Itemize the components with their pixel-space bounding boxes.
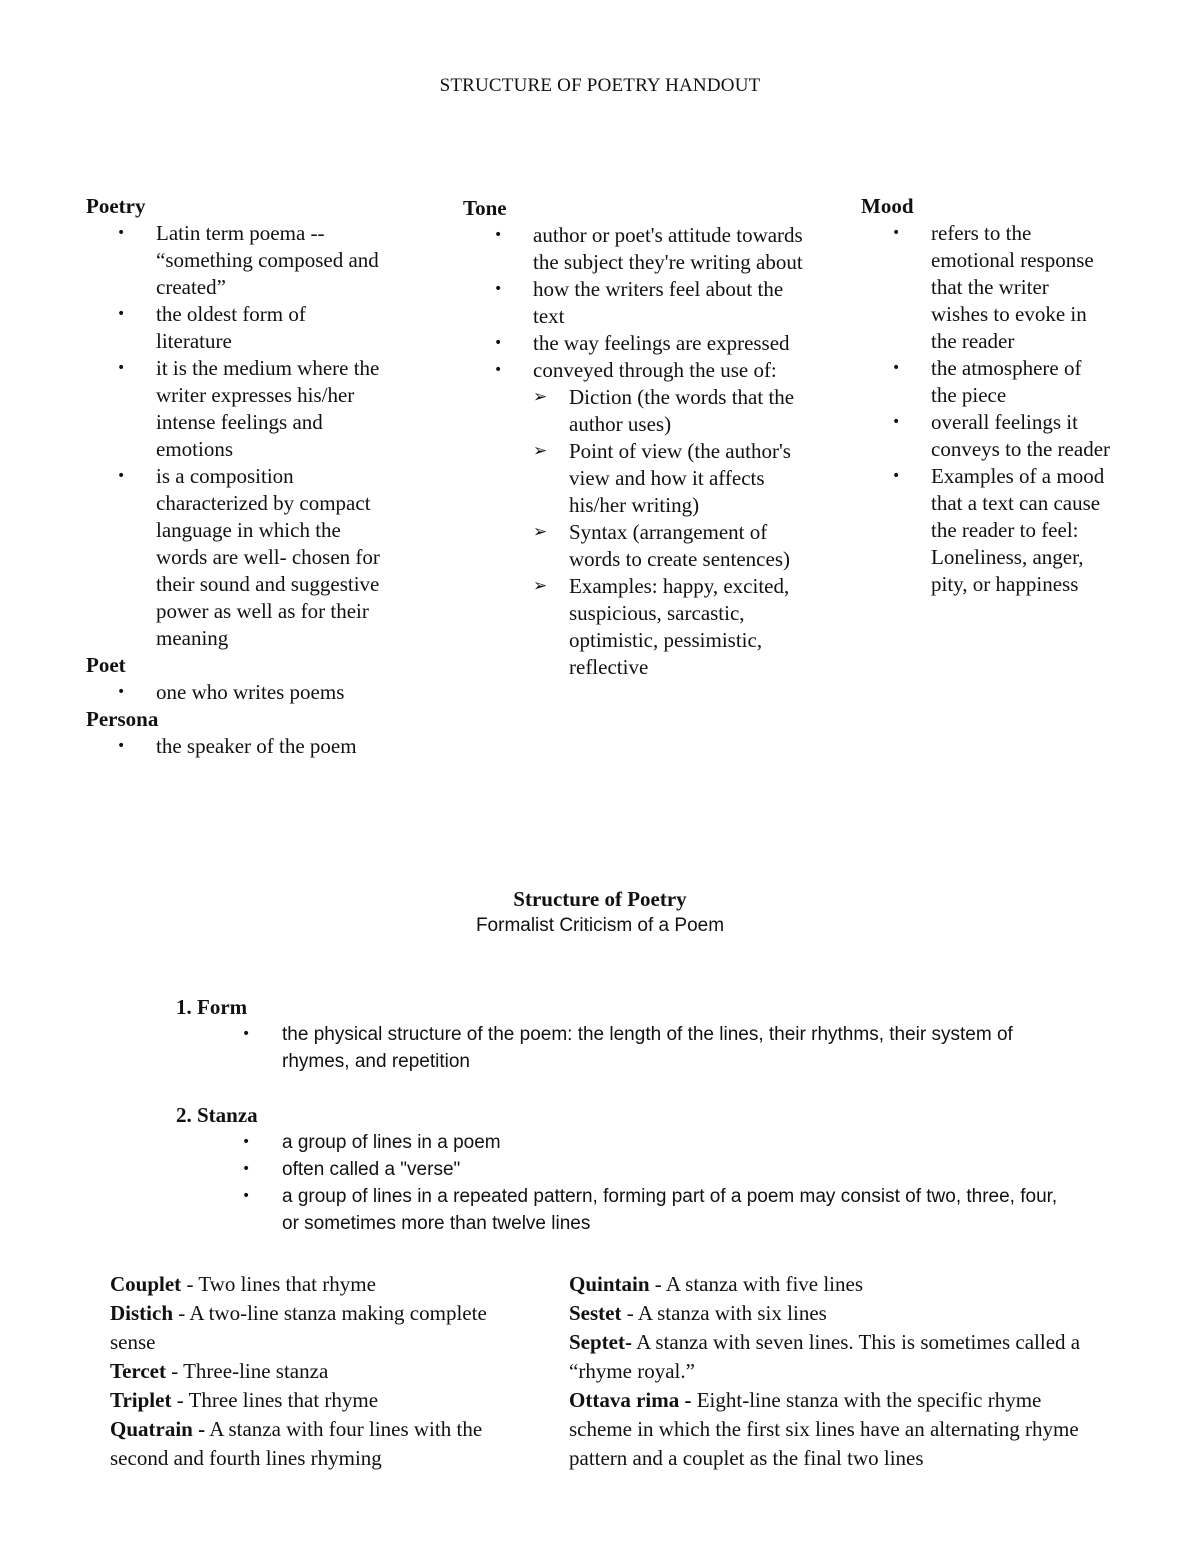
poet-heading: Poet: [86, 653, 126, 677]
definition-quintain: Quintain - A stanza with five lines: [569, 1272, 864, 1296]
definition-text: A stanza with five lines: [665, 1272, 864, 1296]
list-item: • how the writers feel about the text: [463, 276, 808, 330]
definition-septet: [569, 1328, 1109, 1386]
arrow-list-item: ➢ Diction (the words that the author uses): [533, 384, 808, 438]
definition-text: A stanza with seven lines. This is sometimes called a “rhyme royal.”: [569, 1330, 1081, 1383]
definition-term: Tercet: [110, 1359, 166, 1383]
definitions-right: [569, 1270, 1109, 1473]
list-item: • a group of lines in a poem: [212, 1129, 1076, 1156]
mood-list: [861, 220, 1111, 598]
stanza-list: [212, 1129, 1076, 1237]
persona-heading: Persona: [86, 707, 159, 731]
list-item: • the oldest form of literature: [86, 301, 386, 355]
definition-term: Distich: [110, 1301, 173, 1325]
definition-term: Sestet: [569, 1301, 622, 1325]
definition-text: Three lines that rhyme: [188, 1388, 379, 1412]
poetry-heading: Poetry: [86, 194, 146, 218]
arrow-list-item: ➢ Point of view (the author's view and how it affects his/her writing): [533, 438, 808, 519]
list-item: • the way feelings are expressed: [463, 330, 808, 357]
form-section: [176, 994, 1056, 1075]
form-list: [212, 1021, 1056, 1075]
definition-tercet: Tercet - Three-line stanza: [110, 1359, 329, 1383]
list-item: • Latin term poema -- “something composed and created”: [86, 220, 386, 301]
definition-text: A stanza with four lines with the second and fourth lines rhyming: [110, 1417, 483, 1470]
section-heading: Structure of Poetry: [513, 887, 687, 911]
tone-list: [463, 222, 808, 384]
definition-text: A two-line stanza making complete sense: [110, 1301, 487, 1354]
poet-list: [86, 679, 386, 706]
definition-ottava-rima: [569, 1386, 1109, 1473]
tone-column: [463, 195, 808, 681]
definition-term: Septet-: [569, 1330, 632, 1354]
stanza-section: [176, 1102, 1076, 1237]
mood-column: [861, 193, 1111, 598]
list-item: • a group of lines in a repeated pattern, forming part of a poem may consist of two, three, four, or sometimes more than twelve lines: [212, 1183, 1076, 1237]
list-item: • often called a "verse": [212, 1156, 1076, 1183]
definition-text: Three-line stanza: [183, 1359, 329, 1383]
definition-text: Eight-line stanza with the specific rhyme scheme in which the first six lines have an alternating rhyme pattern and a couplet as the final two lines: [569, 1388, 1079, 1470]
list-item: • one who writes poems: [86, 679, 386, 706]
form-label: 1. Form: [176, 995, 248, 1019]
definition-distich: Distich - A two-line stanza making complete sense: [110, 1301, 487, 1354]
mood-heading: Mood: [861, 194, 914, 218]
list-item: • the physical structure of the poem: the length of the lines, their rhythms, their system of rhymes, and repetition: [212, 1021, 1056, 1075]
tone-heading: Tone: [463, 196, 507, 220]
list-item: • it is the medium where the writer expresses his/her intense feelings and emotions: [86, 355, 386, 463]
list-item: • overall feelings it conveys to the reader: [861, 409, 1111, 463]
persona-list: [86, 733, 386, 760]
definition-couplet: Couplet - Two lines that rhyme: [110, 1272, 376, 1296]
arrow-list-item: ➢ Examples: happy, excited, suspicious, sarcastic, optimistic, pessimistic, reflective: [533, 573, 808, 681]
arrow-list-item: ➢ Syntax (arrangement of words to create sentences): [533, 519, 808, 573]
definition-quatrain: [110, 1415, 510, 1473]
definition-term: Quintain: [569, 1272, 650, 1296]
list-item: • the speaker of the poem: [86, 733, 386, 760]
list-item: • author or poet's attitude towards the subject they're writing about: [463, 222, 808, 276]
definition-triplet: Triplet - Three lines that rhyme: [110, 1388, 379, 1412]
list-item: • is a composition characterized by compact language in which the words are well- chosen for their sound and suggestive power as well as for their meaning: [86, 463, 386, 652]
poetry-column: [86, 193, 386, 760]
page-title: STRUCTURE OF POETRY HANDOUT: [439, 75, 761, 96]
tone-arrow-list: [533, 384, 808, 681]
list-item: • Examples of a mood that a text can cause the reader to feel: Loneliness, anger, pity, or happiness: [861, 463, 1111, 598]
definition-term: Couplet: [110, 1272, 182, 1296]
definitions-left: [110, 1270, 510, 1473]
definition-term: Ottava rima -: [569, 1388, 692, 1412]
definition-sestet: Sestet - A stanza with six lines: [569, 1301, 827, 1325]
definition-term: Triplet: [110, 1388, 172, 1412]
list-item: • conveyed through the use of:: [463, 357, 808, 384]
list-item: • the atmosphere of the piece: [861, 355, 1111, 409]
poetry-list: [86, 220, 386, 652]
definition-term: Quatrain -: [110, 1417, 206, 1441]
list-item: • refers to the emotional response that the writer wishes to evoke in the reader: [861, 220, 1111, 355]
definition-text: A stanza with six lines: [637, 1301, 827, 1325]
stanza-label: 2. Stanza: [176, 1103, 258, 1127]
definition-text: Two lines that rhyme: [198, 1272, 376, 1296]
section-subheading: Formalist Criticism of a Poem: [475, 915, 725, 936]
